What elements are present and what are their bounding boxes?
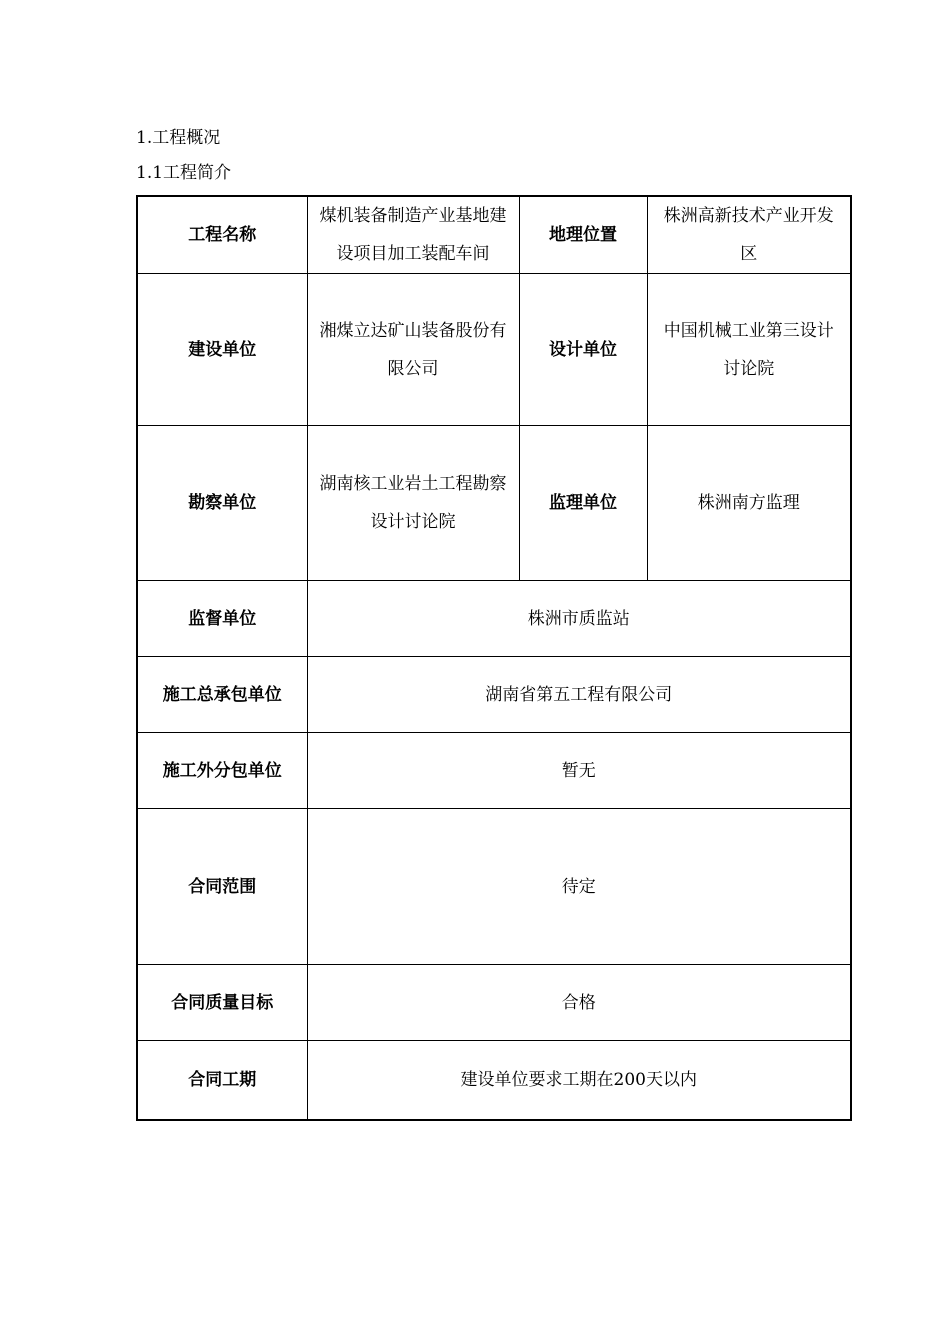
project-overview-table — [136, 195, 852, 1121]
table-row — [137, 733, 851, 809]
location-value: 株洲高新技术产业开发区 — [647, 196, 851, 274]
table-row — [137, 196, 851, 274]
location-label: 地理位置 — [519, 196, 647, 274]
construction-unit-value: 湘煤立达矿山装备股份有限公司 — [307, 274, 519, 426]
project-name-label: 工程名称 — [137, 196, 307, 274]
table-row — [137, 1041, 851, 1120]
design-unit-label: 设计单位 — [519, 274, 647, 426]
table-row — [137, 426, 851, 581]
design-unit-value: 中国机械工业第三设计讨论院 — [647, 274, 851, 426]
subcontractor-value: 暂无 — [307, 733, 851, 809]
table-row — [137, 274, 851, 426]
table-row — [137, 581, 851, 657]
table-row — [137, 657, 851, 733]
table-row — [137, 965, 851, 1041]
quality-target-value: 合格 — [307, 965, 851, 1041]
section-heading: 1.工程概况 — [136, 128, 221, 148]
oversight-unit-label: 监督单位 — [137, 581, 307, 657]
contract-period-label: 合同工期 — [137, 1041, 307, 1120]
subcontractor-label: 施工外分包单位 — [137, 733, 307, 809]
construction-unit-label: 建设单位 — [137, 274, 307, 426]
general-contractor-label: 施工总承包单位 — [137, 657, 307, 733]
project-name-value: 煤机装备制造产业基地建设项目加工装配车间 — [307, 196, 519, 274]
quality-target-label: 合同质量目标 — [137, 965, 307, 1041]
contract-period-value: 建设单位要求工期在200天以内 — [307, 1041, 851, 1120]
survey-unit-value: 湖南核工业岩土工程勘察设计讨论院 — [307, 426, 519, 581]
section-subheading: 1.1工程简介 — [136, 163, 232, 183]
general-contractor-value: 湖南省第五工程有限公司 — [307, 657, 851, 733]
table-row — [137, 809, 851, 965]
oversight-unit-value: 株洲市质监站 — [307, 581, 851, 657]
supervision-unit-value: 株洲南方监理 — [647, 426, 851, 581]
supervision-unit-label: 监理单位 — [519, 426, 647, 581]
contract-scope-label: 合同范围 — [137, 809, 307, 965]
contract-scope-value: 待定 — [307, 809, 851, 965]
survey-unit-label: 勘察单位 — [137, 426, 307, 581]
